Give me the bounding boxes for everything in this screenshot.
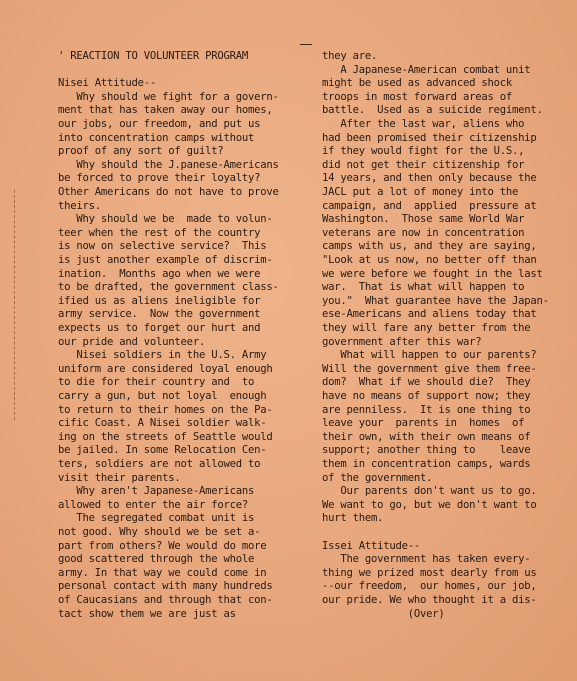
- text-line: battle. Used as a suicide regiment.: [322, 104, 543, 117]
- text-line: Why should we be made to volun-: [58, 213, 273, 226]
- text-line: war. That is what will happen to: [322, 281, 525, 294]
- text-line: might be used as advanced shock: [322, 77, 512, 90]
- text-line: tact show them we are just as: [58, 607, 236, 620]
- text-line: camps with us, and they are saying,: [322, 240, 537, 253]
- text-line: are penniless. It is one thing to: [322, 403, 531, 416]
- text-line: Why should we fight for a govern-: [58, 90, 279, 103]
- text-line: (Over): [322, 607, 445, 620]
- text-line: if they would fight for the U.S.,: [322, 145, 525, 158]
- text-line: JACL put a lot of money into the: [322, 186, 519, 198]
- text-line: visit their parents.: [58, 471, 181, 484]
- text-line: teer when the rest of the country: [58, 226, 261, 239]
- text-line: Issei Attitude--: [322, 539, 421, 552]
- text-line: ing on the streets of Seattle would: [58, 430, 273, 443]
- text-line: government after this war?: [322, 335, 482, 348]
- text-line: support; another thing to leave: [322, 444, 531, 457]
- text-line: dom? What if we should die? They: [322, 376, 531, 389]
- text-line: not good. Why should we be set a-: [58, 526, 261, 538]
- text-line: ination. Months ago when we were: [58, 267, 261, 280]
- text-line: did not get their citizenship for: [322, 158, 525, 171]
- text-line: --our freedom, our homes, our job,: [322, 580, 537, 593]
- text-line: ified us as aliens ineligible for: [58, 294, 261, 307]
- text-line: be forced to prove their loyalty?: [58, 172, 261, 185]
- text-line: had been promised their citizenship: [322, 131, 537, 144]
- text-line: troops in most forward areas of: [322, 90, 512, 103]
- text-line: of Caucasians and through that con-: [58, 594, 273, 606]
- text-line: part from others? We would do more: [58, 539, 267, 552]
- text-line: "Look at us now, no better off than: [322, 254, 537, 266]
- text-line: Why should the J.panese-Americans: [58, 158, 279, 171]
- text-line: What will happen to our parents?: [322, 349, 537, 362]
- text-line: Nisei Attitude--: [58, 77, 157, 90]
- text-line: our pride. We who thought it a dis-: [322, 594, 537, 606]
- text-line: campaign, and applied pressure at: [322, 199, 537, 212]
- text-line: they will fare any better from the: [322, 322, 531, 334]
- text-line: Other Americans do not have to prove: [58, 186, 279, 198]
- text-line: is now on selective service? This: [58, 240, 267, 253]
- text-line: proof of any sort of guilt?: [58, 145, 224, 158]
- text-line: we were before we fought in the last: [322, 267, 543, 280]
- text-line: ese-Americans and aliens today that: [322, 308, 537, 321]
- text-line: thing we prized most dearly from us: [322, 566, 537, 579]
- text-line: veterans are now in concentration: [322, 226, 525, 239]
- text-line: After the last war, aliens who: [322, 118, 525, 130]
- text-line: We want to go, but we don't want to: [322, 498, 537, 511]
- text-line: ' REACTION TO VOLUNTEER PROGRAM: [58, 50, 248, 62]
- text-line: The segregated combat unit is: [58, 512, 255, 525]
- text-line: into concentration camps without: [58, 131, 255, 144]
- text-line: ters, soldiers are not allowed to: [58, 458, 261, 470]
- text-line: to return to their homes on the Pa-: [58, 403, 273, 416]
- text-line: cific Coast. A Nisei soldier walk-: [58, 417, 267, 430]
- text-line: be jailed. In some Relocation Cen-: [58, 444, 267, 457]
- text-line: expects us to forget our hurt and: [58, 322, 261, 334]
- text-line: theirs.: [58, 199, 101, 212]
- text-line: leave your parents in homes of: [322, 417, 525, 430]
- text-line: of the government.: [322, 471, 433, 484]
- text-line: is just another example of discrim-: [58, 254, 273, 266]
- left-edge-marks: [14, 190, 19, 420]
- text-line: good scattered through the whole: [58, 553, 255, 566]
- header-dash: [300, 44, 312, 45]
- text-line: The government has taken every-: [322, 553, 531, 566]
- text-line: Nisei soldiers in the U.S. Army: [58, 349, 267, 362]
- text-line: to be drafted, the government class-: [58, 281, 279, 294]
- text-line: our pride and volunteer.: [58, 335, 206, 348]
- text-line: our jobs, our freedom, and put us: [58, 118, 261, 130]
- text-line: uniform are considered loyal enough: [58, 362, 273, 375]
- text-line: Why aren't Japanese-Americans: [58, 485, 255, 498]
- text-line: A Japanese-American combat unit: [322, 63, 531, 76]
- text-line: army service. Now the government: [58, 308, 261, 321]
- text-line: personal contact with many hundreds: [58, 580, 273, 593]
- text-line: they are.: [322, 50, 378, 62]
- text-line: 14 years, and then only because the: [322, 172, 537, 185]
- text-line: Will the government give them free-: [322, 362, 537, 375]
- text-line: Washington. Those same World War: [322, 213, 525, 226]
- text-line: carry a gun, but not loyal enough: [58, 390, 267, 402]
- text-line: have no means of support now; they: [322, 390, 531, 402]
- text-line: army. In that way we could come in: [58, 566, 267, 579]
- text-line: to die for their country and to: [58, 376, 255, 389]
- text-line: Our parents don't want us to go.: [322, 485, 537, 498]
- text-line: you." What guarantee have the Japan-: [322, 294, 549, 307]
- text-line: hurt them.: [322, 512, 384, 525]
- text-line: ment that has taken away our homes,: [58, 104, 273, 117]
- text-line: them in concentration camps, wards: [322, 458, 531, 470]
- text-line: their own, with their own means of: [322, 430, 531, 443]
- text-line: allowed to enter the air force?: [58, 498, 248, 511]
